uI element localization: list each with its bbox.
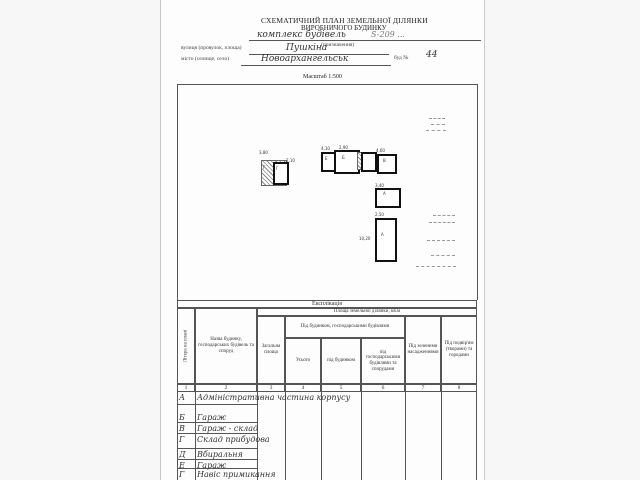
table-grid-line — [441, 392, 442, 480]
row-letter: Б — [179, 413, 185, 422]
row-separator — [177, 404, 257, 405]
building-a — [375, 218, 397, 262]
building-e-label: Е — [325, 156, 328, 161]
street-value: Пушкіна — [286, 43, 328, 53]
plan-top-border — [177, 84, 477, 85]
building-d — [361, 152, 377, 172]
row-name: Гараж — [197, 461, 227, 470]
row-separator — [177, 459, 257, 460]
col-under-house-header: під будинком — [321, 338, 361, 384]
dimension-label: 2,10 — [286, 158, 295, 163]
col-number: 5 — [321, 384, 361, 392]
building-g-inner-label: Г — [276, 166, 279, 171]
plan-left-border — [177, 84, 178, 300]
scan-mark — [429, 118, 445, 119]
col-number: 4 — [285, 384, 321, 392]
row-letter: Г — [179, 470, 185, 479]
city-value: Новоархангельськ — [261, 54, 349, 64]
col-under-group-header: Під будинком, господарськими будівлями — [285, 316, 405, 338]
col-number: 6 — [361, 384, 405, 392]
scan-mark — [426, 130, 446, 131]
city-label: місто (селище, село) — [181, 56, 230, 62]
row-separator — [177, 422, 257, 423]
object-caption: (призначення) — [321, 42, 355, 48]
table-grid-line — [177, 392, 178, 480]
scan-mark — [431, 124, 445, 125]
row-name: Вбиральня — [197, 450, 243, 459]
row-name: Навіс примикання — [197, 470, 276, 479]
building-a-annex-label: А — [383, 191, 386, 196]
col-green-header: Під зеленими насадженнями — [405, 316, 441, 384]
object-stamp: S-209 ... — [371, 30, 405, 39]
object-underline — [249, 40, 481, 41]
scale-label: Масштаб 1:500 — [303, 74, 342, 80]
dimension-label: 4,60 — [376, 148, 385, 153]
col-name-header: Назва будинку, господарських будівель та споруд — [195, 308, 257, 384]
col-number: 7 — [405, 384, 441, 392]
document-title: СХЕМАТИЧНИЙ ПЛАН ЗЕМЕЛЬНОЇ ДІЛЯНКИ — [261, 16, 428, 25]
object-name: комплекс будівель — [257, 30, 346, 40]
row-name: Склад прибудова — [197, 435, 270, 444]
scan-mark — [431, 255, 455, 256]
table-grid-line — [405, 392, 406, 480]
col-letter-header: Літера на плані — [177, 308, 195, 384]
row-name: Гараж - склад — [197, 424, 259, 433]
table-grid-line — [361, 392, 362, 480]
scan-mark — [433, 215, 455, 216]
row-letter: Д — [179, 450, 186, 459]
building-no-value: 44 — [426, 50, 438, 60]
col-number: 8 — [441, 384, 477, 392]
row-name: Адміністративна частина корпусу — [197, 393, 351, 402]
col-number: 3 — [257, 384, 285, 392]
table-grid-line — [285, 392, 286, 480]
row-separator — [177, 448, 257, 449]
col-number: 1 — [177, 384, 195, 392]
table-grid-line — [195, 392, 196, 480]
building-b-label: Б — [342, 155, 345, 160]
building-a-annex — [375, 188, 401, 208]
document-subtitle: ВИРОБНИЧОГО БУДИНКУ — [301, 24, 387, 32]
col-number: 2 — [195, 384, 257, 392]
dimension-label: 2,90 — [339, 145, 348, 150]
explication-subtitle: Площа земельної ділянки, кв.м — [257, 308, 477, 316]
building-g-label: Г — [263, 165, 266, 170]
street-label: вулиця (провулок, площа) — [181, 45, 242, 51]
scan-mark — [427, 240, 455, 241]
plan-right-border — [477, 84, 478, 300]
document-sheet — [160, 0, 485, 480]
col-all-header: Усього — [285, 338, 321, 384]
building-a-label: А — [381, 232, 384, 237]
dimension-label: 2,50 — [375, 212, 384, 217]
building-no-label: буд № — [394, 55, 409, 61]
row-letter: Г — [179, 435, 185, 444]
building-v-label: В — [383, 158, 386, 163]
row-separator — [177, 468, 257, 469]
dimension-label: 10,20 — [359, 236, 371, 241]
dimension-label: 4,10 — [321, 146, 330, 151]
building-v — [377, 154, 397, 174]
col-yards-header: Під подвір'ям (творами) та городами — [441, 316, 477, 384]
scan-mark — [429, 222, 455, 223]
table-grid-line — [476, 392, 477, 480]
row-letter: А — [179, 393, 186, 402]
dimension-label: 3,40 — [375, 183, 384, 188]
table-grid-line — [321, 392, 322, 480]
row-letter: В — [179, 424, 185, 433]
explication-title: Експлікація — [177, 300, 477, 308]
col-total-header: Загальна площа — [257, 316, 285, 384]
row-name: Гараж — [197, 413, 227, 422]
row-letter: Е — [179, 461, 185, 470]
row-separator — [177, 433, 257, 434]
city-underline — [241, 65, 391, 66]
col-under-outbuildings-header: під господарськими будівлями та спорудами — [361, 338, 405, 384]
scan-mark — [416, 266, 456, 267]
dimension-label: 3,80 — [259, 150, 268, 155]
